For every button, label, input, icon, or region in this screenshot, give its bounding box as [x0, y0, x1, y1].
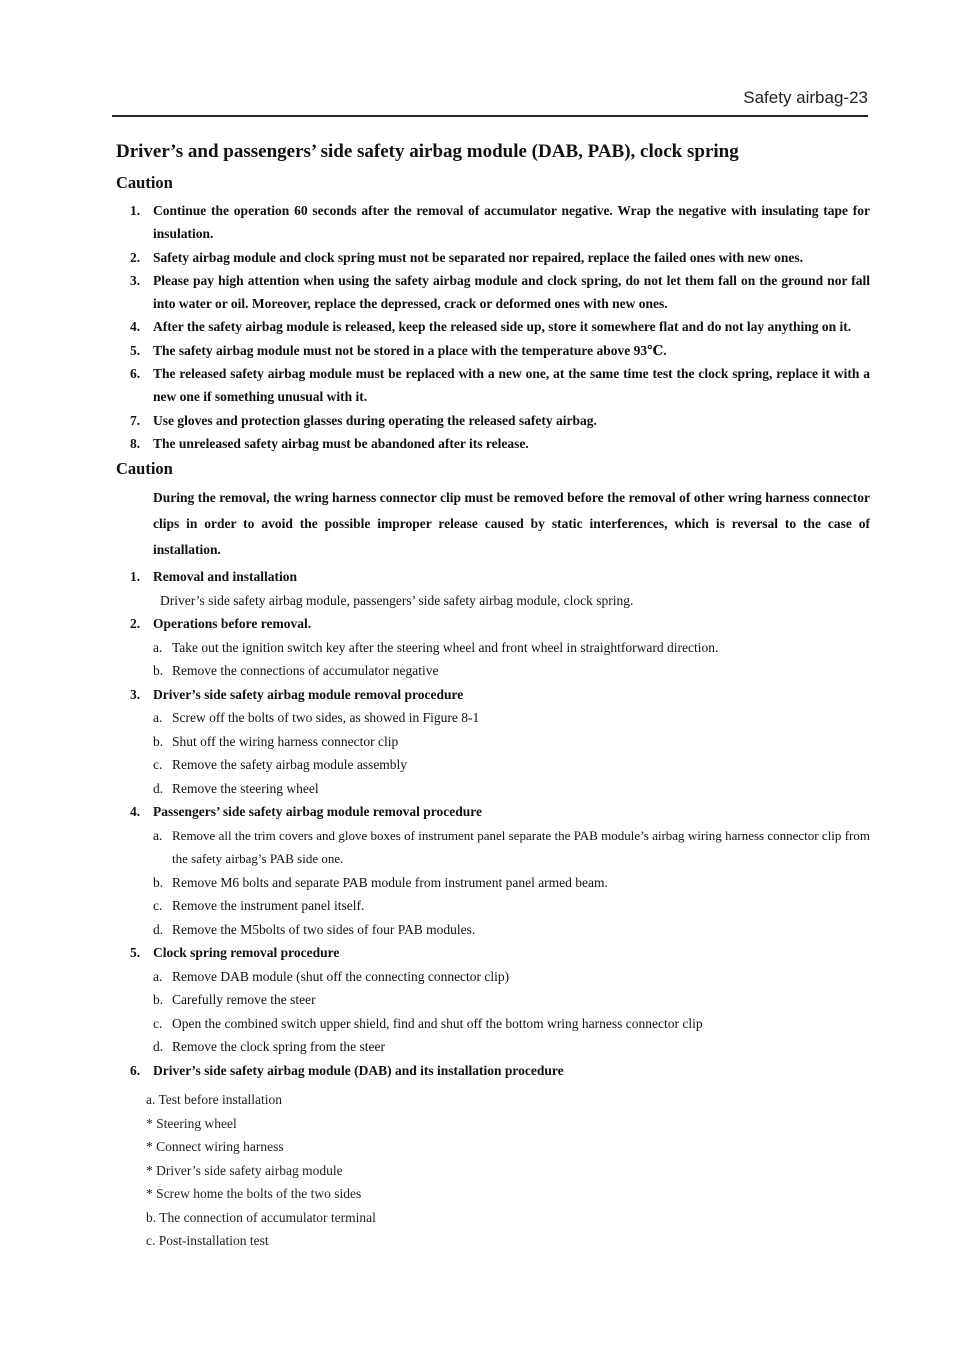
page-header: Safety airbag-23 — [743, 88, 868, 107]
caution-list — [116, 199, 870, 455]
caution-item: 1. Continue the operation 60 seconds after the removal of accumulator negative. Wrap the negative with insulating tape for insulation. — [130, 203, 870, 242]
caution-item: 3. Please pay high attention when using the safety airbag module and clock spring, do not let them fall on the ground nor fall into water or oil. Moreover, replace the depressed, crack or deformed ones with new ones. — [130, 272, 870, 312]
caution-item: 6. The released safety airbag module must be replaced with a new one, at the same time test the clock spring, replace it with a new one if something unusual with it. — [130, 366, 870, 405]
sub-item: a. Take out the ignition switch key after the steering wheel and front wheel in straightforward direction. — [153, 639, 719, 655]
sub-item: b. Remove M6 bolts and separate PAB module from instrument panel armed beam. — [153, 874, 608, 890]
caution-paragraph: During the removal, the wring harness connector clip must be removed before the removal of other wring harness connector clips in order to avoid the possible improper release caused by static interferences, which is reversal to the case of installation. — [153, 490, 870, 558]
install-line: * Steering wheel — [146, 1115, 237, 1131]
sub-item: d. Remove the M5bolts of two sides of four PAB modules. — [153, 921, 476, 937]
sub-item: c. Remove the instrument panel itself. — [153, 898, 365, 914]
caution-heading-1: Caution — [116, 173, 173, 192]
sub-item: c. Open the combined switch upper shield, find and shut off the bottom wring harness connector clip — [153, 1015, 703, 1031]
caution-item: 4. After the safety airbag module is released, keep the released side up, store it somewhere flat and do not lay anything on it. — [130, 319, 852, 335]
sub-item: b. Shut off the wiring harness connector clip — [153, 733, 399, 749]
step-heading: 1. Removal and installation — [130, 569, 298, 585]
caution-heading-2: Caution — [116, 459, 173, 479]
section-title: Driver’s and passengers’ side safety airbag module (DAB, PAB), clock spring — [116, 141, 739, 162]
caution-item: 5. The safety airbag module must not be stored in a place with the temperature above 93℃. — [130, 342, 667, 358]
document-body — [116, 141, 870, 1253]
caution-item: 7. Use gloves and protection glasses during operating the released safety airbag. — [130, 412, 597, 428]
sub-item: b. Carefully remove the steer — [153, 992, 316, 1008]
sub-item: a. Remove all the trim covers and glove boxes of instrument panel separate the PAB module’s airbag wiring harness connector clip from the safety airbag’s PAB side one. — [153, 827, 870, 867]
sub-item: a. Remove DAB module (shut off the connecting connector clip) — [153, 968, 510, 984]
sub-item: c. Remove the safety airbag module assembly — [153, 757, 408, 773]
install-line: a. Test before installation — [146, 1092, 283, 1108]
sub-item: a. Screw off the bolts of two sides, as showed in Figure 8-1 — [153, 710, 480, 726]
sub-item: b. Remove the connections of accumulator negative — [153, 663, 439, 679]
step-text: Driver’s side safety airbag module, passengers’ side safety airbag module, clock spring. — [160, 592, 634, 608]
install-line: * Driver’s side safety airbag module — [146, 1162, 343, 1178]
step-heading: 4. Passengers’ side safety airbag module removal procedure — [130, 804, 482, 820]
step-heading: 6. Driver’s side safety airbag module (DAB) and its installation procedure — [130, 1062, 564, 1078]
install-line: * Screw home the bolts of the two sides — [146, 1186, 362, 1202]
step-heading: 3. Driver’s side safety airbag module removal procedure — [130, 686, 464, 702]
install-line: b. The connection of accumulator terminal — [146, 1209, 376, 1225]
header-rule — [112, 115, 868, 117]
sub-item: d. Remove the steering wheel — [153, 780, 319, 796]
step-heading: 2. Operations before removal. — [130, 616, 312, 632]
install-line: * Connect wiring harness — [146, 1139, 284, 1155]
caution-item: 2. Safety airbag module and clock spring must not be separated nor repaired, replace the failed ones with new ones. — [130, 249, 804, 265]
install-line: c. Post-installation test — [146, 1233, 269, 1249]
step-heading: 5. Clock spring removal procedure — [130, 945, 340, 961]
caution-item: 8. The unreleased safety airbag must be abandoned after its release. — [130, 435, 529, 451]
sub-item: d. Remove the clock spring from the steer — [153, 1039, 385, 1055]
